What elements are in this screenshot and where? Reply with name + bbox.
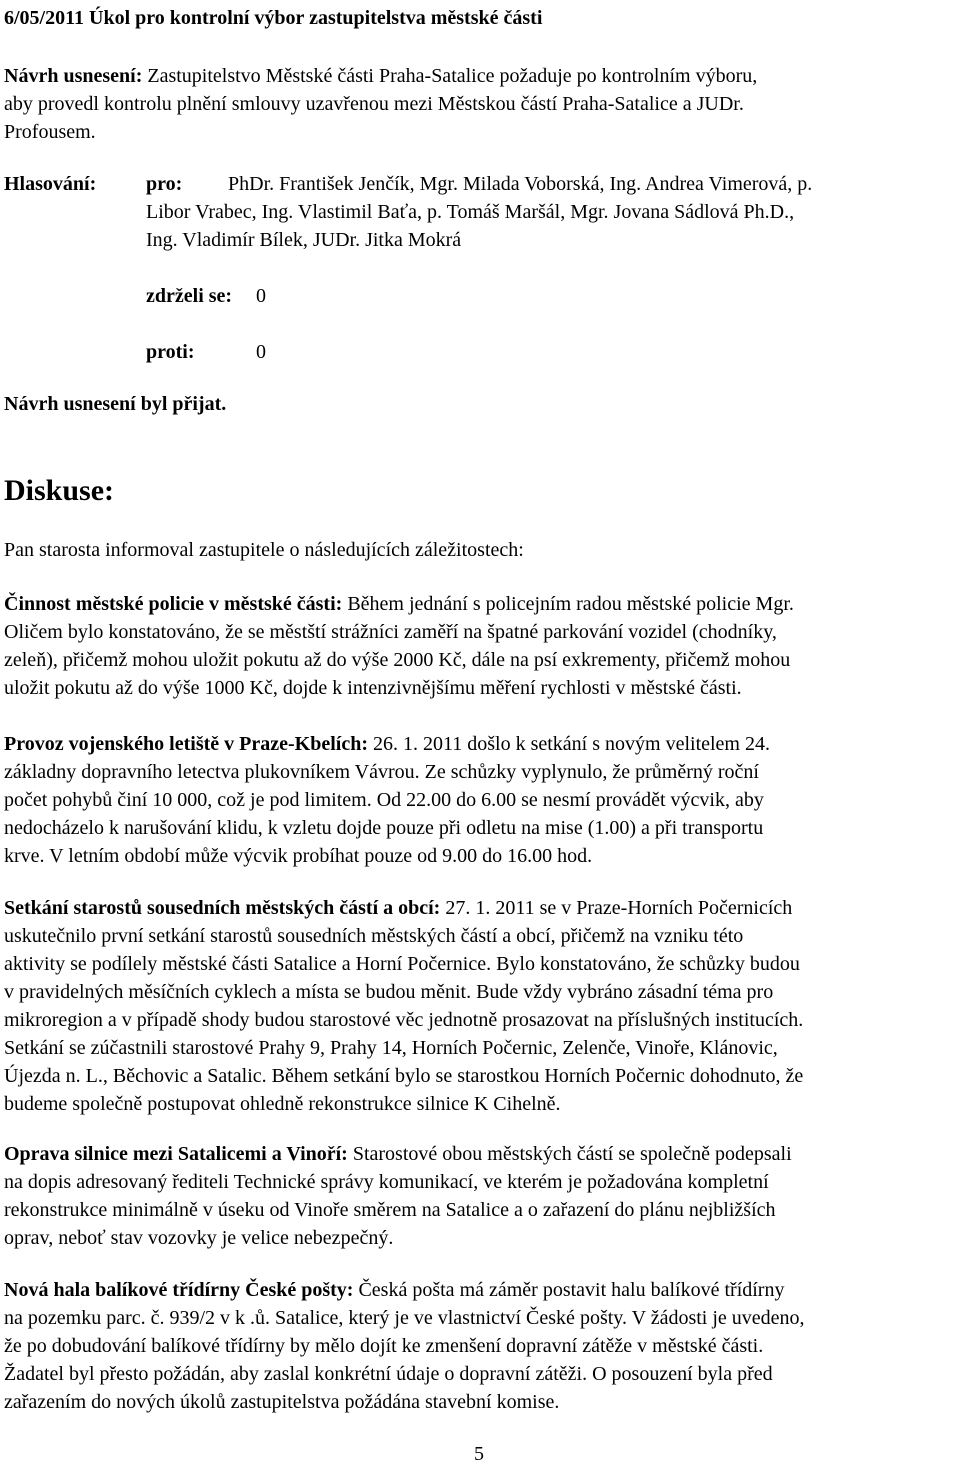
section-mayors-line-6: Setkání se zúčastnili starostové Prahy 9, Prahy 14, Horních Počernic, Zelenče, Vinoře, Klánovic, [4,1037,778,1059]
section-police-title: Činnost městské policie v městské části: [4,593,343,615]
proposal-label: Návrh usnesení: [4,65,143,87]
section-airport-line-5: krve. V letním období může výcvik probíhat pouze od 9.00 do 16.00 hod. [4,845,593,867]
section-airport-title: Provoz vojenského letiště v Praze-Kbelích: [4,733,368,755]
section-mayors-line-3: aktivity se podílely městské části Satalice a Horní Počernice. Bylo konstatováno, že schůzky budou [4,953,800,975]
section-mayors-line-7: Újezda n. L., Běchovic a Satalic. Během setkání bylo se starostkou Horních Počernic dohodnuto, že [4,1065,804,1087]
section-post-line-5: zařazením do nových úkolů zastupitelstva požádána stavební komise. [4,1391,560,1413]
pro-names-line-2: Libor Vrabec, Ing. Vlastimil Baťa, p. Tomáš Maršál, Mgr. Jovana Sádlová Ph.D., [146,201,795,223]
section-post-line-1: Nová hala balíkové třídírny České pošty: Česká pošta má záměr postavit halu balíkové třídírny [4,1279,785,1301]
section-road-title: Oprava silnice mezi Satalicemi a Vinoří: [4,1143,348,1165]
section-road-line-4: oprav, neboť stav vozovky je velice nebezpečný. [4,1227,394,1249]
section-police-line-3: zeleň), přičemž mohou uložit pokutu až do výše 2000 Kč, dále na psí exkrementy, přičemž mohou [4,649,791,671]
abstain-label: zdrželi se: [146,285,233,307]
section-mayors-title: Setkání starostů sousedních městských částí a obcí: [4,897,441,919]
section-airport-line-2: základny dopravního letectva plukovníkem Vávrou. Ze schůzky vyplynulo, že průměrný roční [4,761,759,783]
section-airport-line-4: nedocházelo k narušování klidu, k vzletu dojde pouze při odletu na mise (1.00) a při transportu [4,817,764,839]
item-title: 6/05/2011 Úkol pro kontrolní výbor zastupitelstva městské části [4,7,543,29]
section-mayors-line-1: Setkání starostů sousedních městských částí a obcí: 27. 1. 2011 se v Praze-Horních Počernicích [4,897,793,919]
against-value: 0 [256,341,266,363]
section-mayors-line-4: v pravidelných měsíčních cyklech a místa se budou měnit. Bude vždy vybráno zásadní téma pro [4,981,774,1003]
vote-label: Hlasování: [4,173,97,195]
section-post-line-2: na pozemku parc. č. 939/2 v k .ů. Satalice, který je ve vlastnictví České pošty. V žádosti je uvedeno, [4,1307,805,1329]
section-police-line-1: Činnost městské policie v městské části: Během jednání s policejním radou městské policie Mgr. [4,593,794,615]
section-mayors-line-5: mikroregion a v případě shody budou starostové věc jednotně prosazovat na příslušných institucích. [4,1009,804,1031]
against-label: proti: [146,341,195,363]
section-airport-line-3: počet pohybů činí 10 000, což je pod limitem. Od 22.00 do 6.00 se nesmí provádět výcvik, aby [4,789,764,811]
pro-names-line-1: PhDr. František Jenčík, Mgr. Milada Voborská, Ing. Andrea Vimerová, p. [228,173,813,195]
section-post-line-3: že po dobudování balíkové třídírny by mělo dojít ke zmenšení dopravní zátěže v městské části. [4,1335,764,1357]
section-police-line-4: uložit pokutu až do výše 1000 Kč, dojde k intenzivnějšímu měření rychlosti v městské části. [4,677,742,699]
page-number: 5 [474,1443,484,1465]
discussion-intro: Pan starosta informoval zastupitele o následujících záležitostech: [4,539,524,561]
section-road-line-2: na dopis adresovaný řediteli Technické správy komunikací, ve kterém je požadována kompletní [4,1171,769,1193]
discussion-heading: Diskuse: [4,474,115,507]
section-road-line-1: Oprava silnice mezi Satalicemi a Vinoří: Starostové obou městských částí se společně podepsali [4,1143,792,1165]
section-post-line-4: Žadatel byl přesto požádán, aby zaslal konkrétní údaje o dopravní zátěži. O posouzení byla před [4,1363,773,1385]
resolution-result: Návrh usnesení byl přijat. [4,393,227,415]
section-mayors-line-8: budeme společně postupovat ohledně rekonstrukce silnice K Cihelně. [4,1093,561,1115]
section-police-line-2: Oličem bylo konstatováno, že se městští strážníci zaměří na špatné parkování vozidel (chodníky, [4,621,777,643]
proposal-line-3: Profousem. [4,121,96,143]
proposal-line-2: aby provedl kontrolu plnění smlouvy uzavřenou mezi Městskou částí Praha-Satalice a JUDr. [4,93,744,115]
section-post-title: Nová hala balíkové třídírny České pošty: [4,1279,354,1301]
section-road-line-3: rekonstrukce minimálně v úseku od Vinoře směrem na Satalice a o zařazení do plánu nejbližších [4,1199,776,1221]
section-airport-line-1: Provoz vojenského letiště v Praze-Kbelích: 26. 1. 2011 došlo k setkání s novým velitelem 24. [4,733,770,755]
proposal-line-1: Návrh usnesení: Zastupitelstvo Městské části Praha-Satalice požaduje po kontrolním výboru, [4,65,758,87]
section-mayors-line-2: uskutečnilo první setkání starostů sousedních městských částí a obcí, přičemž na vzniku této [4,925,744,947]
pro-names-line-3: Ing. Vladimír Bílek, JUDr. Jitka Mokrá [146,229,462,251]
pro-label: pro: [146,173,183,195]
abstain-value: 0 [256,285,266,307]
